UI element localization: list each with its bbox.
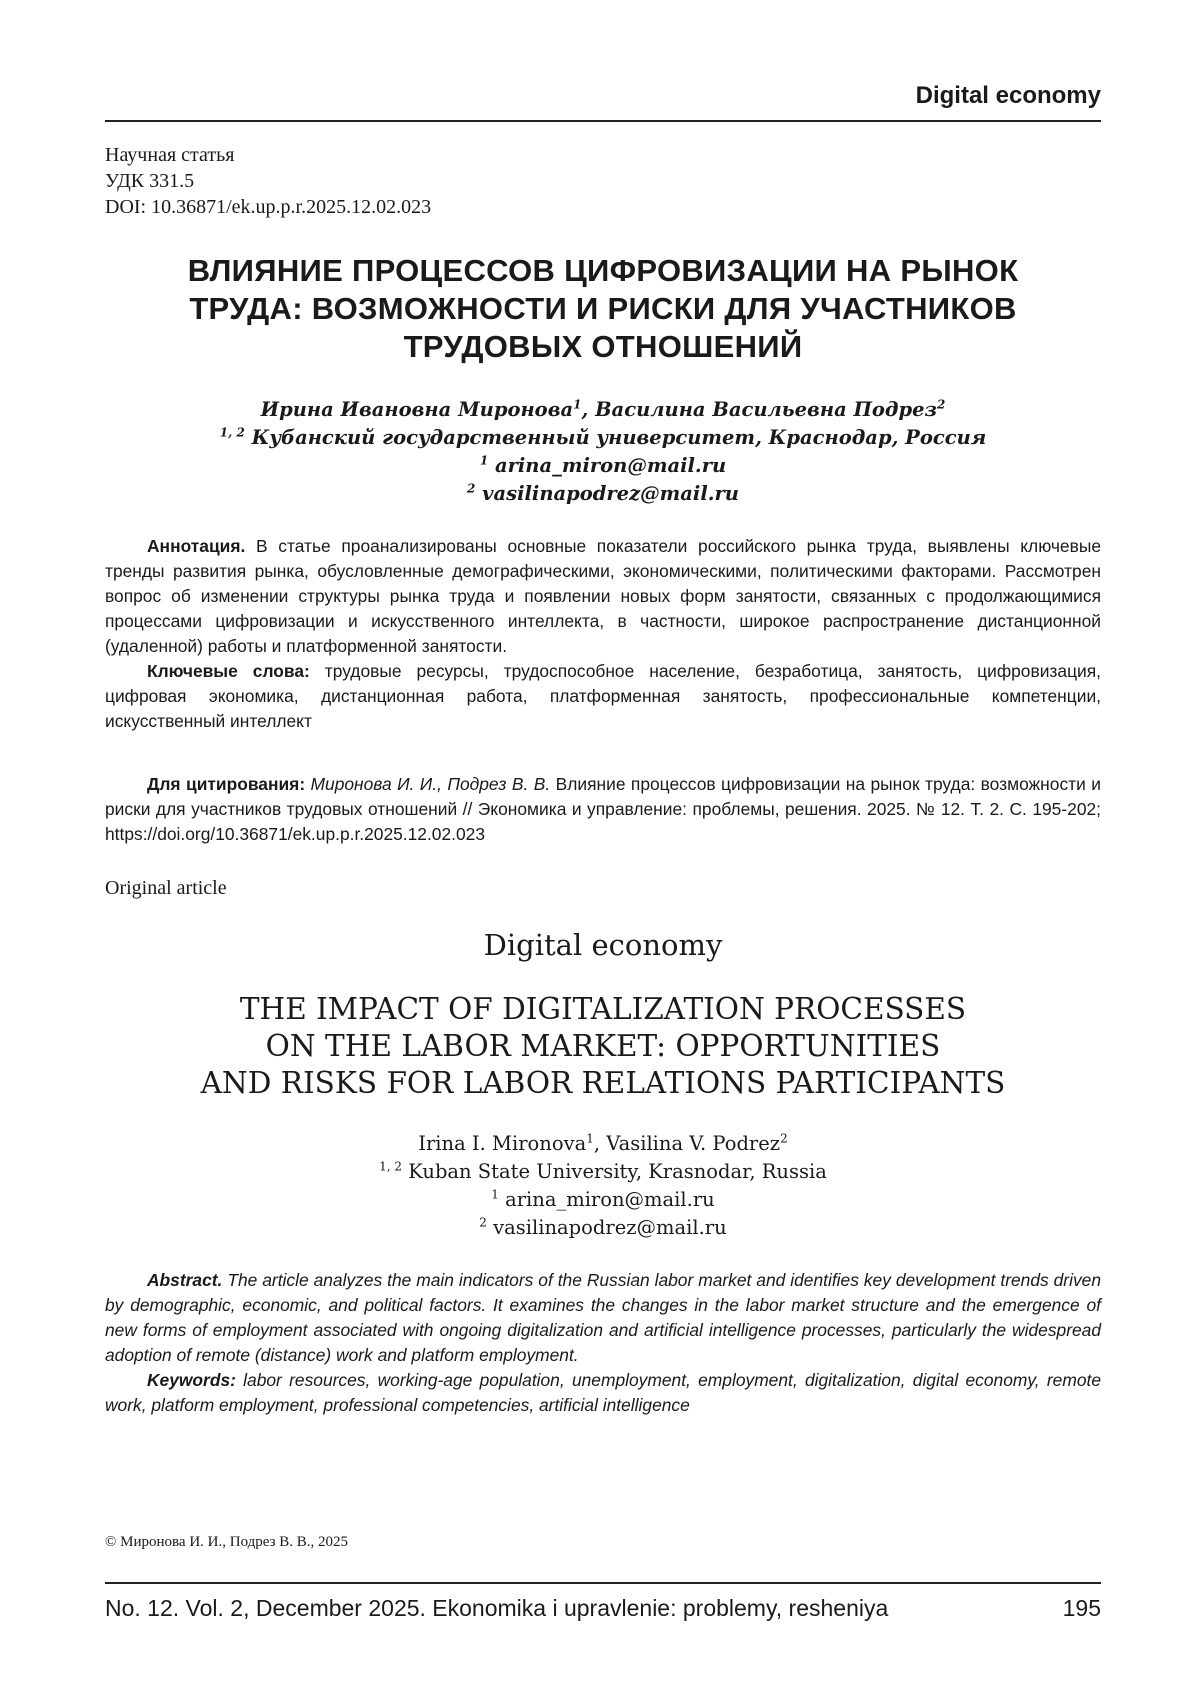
citation-block xyxy=(105,772,1101,847)
ru-author-2: Василина Васильевна Подрез xyxy=(595,398,937,421)
ru-authors: Ирина Ивановна Миронова1, Василина Васильевна Подрез2 xyxy=(105,396,1101,424)
en-abstract-block xyxy=(105,1268,1101,1418)
running-header-rubric: Digital economy xyxy=(105,82,1101,110)
page-number: 195 xyxy=(1063,1595,1101,1622)
en-affiliation: 1, 2 Kuban State University, Krasnodar, Russia xyxy=(105,1158,1101,1186)
article-page xyxy=(0,0,1200,1698)
ru-abstract-block xyxy=(105,534,1101,734)
ru-abstract: Аннотация. В статье проанализированы основные показатели российского рынка труда, выявлены ключевые тренды развития рынка, обусловленные демографическими, экономическими, политическими факторами. Рассмотрен вопрос об изменении структуры рынка труда и появлении новых форм занятости, связанных с продолжающимися процессами цифровизации и искусственного интеллекта, в частности, широкое распространение дистанционной (удаленной) работы и платформенной занятости. xyxy=(105,534,1101,659)
citation: Для цитирования: Миронова И. И., Подрез В. В. Влияние процессов цифровизации на рынок труда: возможности и риски для участников трудовых отношений // Экономика и управление: проблемы, решения. 2025. № 12. Т. 2. С. 195-202; https://doi.org/10.36871/ek.up.p.r.2025.12.02.023 xyxy=(105,772,1101,847)
citation-label: Для цитирования: xyxy=(147,774,305,794)
en-keywords-label: Keywords: xyxy=(147,1370,236,1390)
en-abstract: Abstract. The article analyzes the main indicators of the Russian labor market and identifies key development trends driven by demographic, economic, and political factors. It examines the changes in the labor market structure and the emergence of new forms of employment associated with ongoing digitalization and artificial intelligence processes, particularly the widespread adoption of remote (distance) work and platform employment. xyxy=(105,1268,1101,1368)
ru-email-2: 2 vasilinapodrez@mail.ru xyxy=(105,480,1101,508)
ru-affiliation: 1, 2 Кубанский государственный университет, Краснодар, Россия xyxy=(105,424,1101,452)
ru-title xyxy=(105,252,1101,366)
ru-title-line: ВЛИЯНИЕ ПРОЦЕССОВ ЦИФРОВИЗАЦИИ НА РЫНОК xyxy=(105,252,1101,290)
journal-info: No. 12. Vol. 2, December 2025. Ekonomika i upravlenie: problemy, resheniya xyxy=(105,1595,888,1622)
footer-rule xyxy=(105,1582,1101,1584)
en-email-1: 1 arina_miron@mail.ru xyxy=(105,1186,1101,1214)
ru-title-line: ТРУДОВЫХ ОТНОШЕНИЙ xyxy=(105,328,1101,366)
en-authors: Irina I. Mironova1, Vasilina V. Podrez2 xyxy=(105,1130,1101,1158)
en-email-2: 2 vasilinapodrez@mail.ru xyxy=(105,1214,1101,1242)
header-rule xyxy=(105,120,1101,122)
ru-authors-block xyxy=(105,396,1101,508)
en-rubric: Digital economy xyxy=(105,928,1101,962)
en-title xyxy=(105,991,1101,1102)
en-title-line: ON THE LABOR MARKET: OPPORTUNITIES xyxy=(105,1028,1101,1065)
en-keywords: Keywords: labor resources, working-age population, unemployment, employment, digitalization, digital economy, remote work, platform employment, professional competencies, artificial intelligence xyxy=(105,1368,1101,1418)
ru-title-line: ТРУДА: ВОЗМОЖНОСТИ И РИСКИ ДЛЯ УЧАСТНИКОВ xyxy=(105,290,1101,328)
en-author-1: Irina I. Mironova xyxy=(418,1132,586,1155)
udk-code: УДК 331.5 xyxy=(105,168,431,194)
en-title-line: THE IMPACT OF DIGITALIZATION PROCESSES xyxy=(105,991,1101,1028)
ru-abstract-label: Аннотация. xyxy=(147,536,245,556)
original-article-label: Original article xyxy=(105,877,227,900)
en-title-line: AND RISKS FOR LABOR RELATIONS PARTICIPANTS xyxy=(105,1065,1101,1102)
en-author-2: Vasilina V. Podrez xyxy=(606,1132,780,1155)
doi: DOI: 10.36871/ek.up.p.r.2025.12.02.023 xyxy=(105,194,431,220)
article-type: Научная статья xyxy=(105,142,431,168)
ru-author-1: Ирина Ивановна Миронова xyxy=(261,398,573,421)
en-authors-block xyxy=(105,1130,1101,1242)
ru-email-1: 1 arina_miron@mail.ru xyxy=(105,452,1101,480)
en-abstract-label: Abstract. xyxy=(147,1270,222,1290)
ru-keywords: Ключевые слова: трудовые ресурсы, трудоспособное население, безработица, занятость, цифровизация, цифровая экономика, дистанционная работа, платформенная занятость, профессиональные компетенции, искусственный интеллект xyxy=(105,659,1101,734)
copyright: © Миронова И. И., Подрез В. В., 2025 xyxy=(105,1534,348,1551)
article-meta xyxy=(105,142,431,220)
ru-keywords-label: Ключевые слова: xyxy=(147,661,310,681)
